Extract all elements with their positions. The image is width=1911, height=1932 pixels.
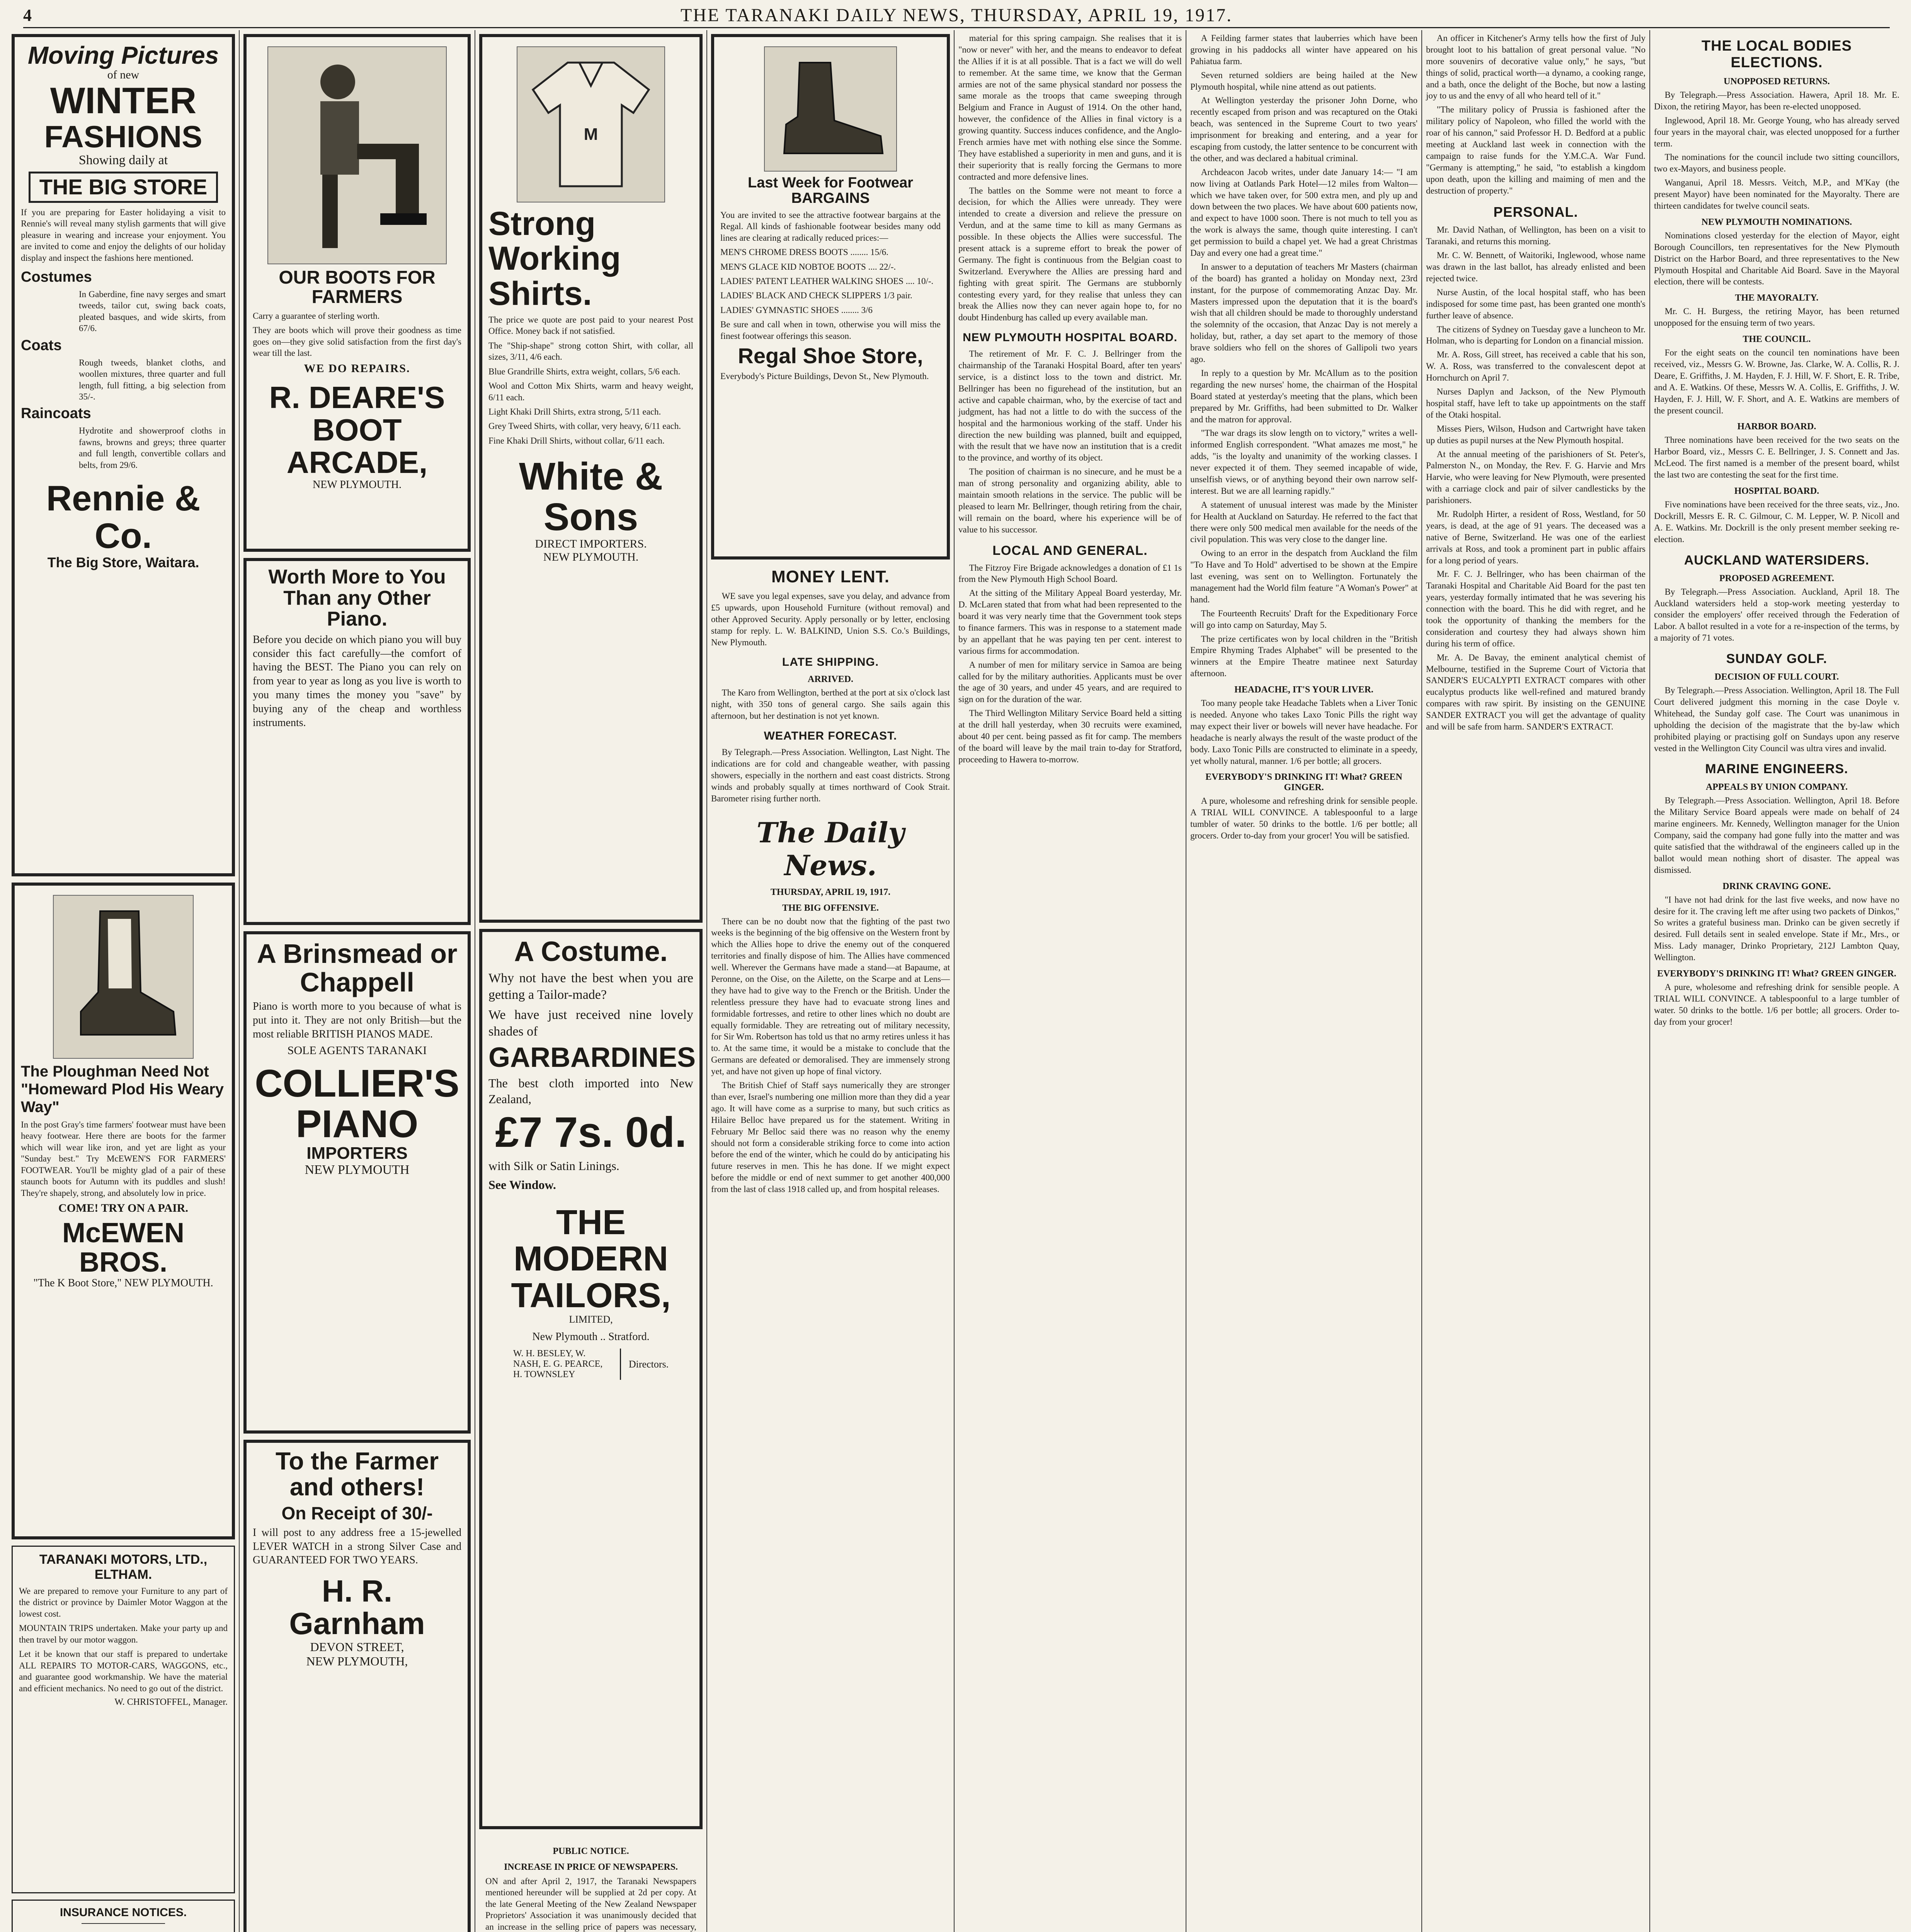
shoe-list-item: LADIES' GYMNASTIC SHOES ........ 3/6 (720, 305, 873, 315)
article-body: The prize certificates won by local children in the "British Empire Rhyming Trades Alphabet" will be presented to the winners at the Empire Theatre matinee next Saturday afternoon. (1190, 634, 1418, 679)
article-body: "I have not had drink for the last five weeks, and now have no desire for it. The craving left me after using two packets of Dinkos," So writes a grateful business man. Drinko can be given secretly if desired. Full details sent in sealed envelope. State if Mr., Mrs., or Miss. Lady manager, Drinko Proprietary, 212J Lambton Quay, Wellington. (1654, 895, 1899, 963)
ad-headline: Worth More to You Than any Other Piano. (268, 566, 446, 631)
article-body: By Telegraph.—Press Association. Auckland, April 18. The Auckland watersiders held a stop-work meeting yesterday to consider the employers' offer received through the Federation of Labor. A ballot resulted in a vote for a re-inspection of the terms, by a majority of 71 votes. (1654, 587, 1899, 643)
shirt-icon (525, 55, 657, 194)
shipping-subheading: ARRIVED. (807, 674, 853, 685)
modern-tailors-advert (479, 929, 703, 1829)
editorial-body: There can be no doubt now that the fighting of the past two weeks is the beginning of the big offensive on the Western front by which the Allies hope to drive the enemy out of the conquered territories and finally dispose of him. The Allies have commenced well. Wherever the Germans have made a stand—at Bapaume, at Peronne, on the Oise, on the Ailette, on the Scarpe and at Lens—they have had to give way to the French or the British. Under the relentless pressure they have had to evacuate strong lines and formidable fortresses, and retire to other lines which no doubt are equally formidable. They are retreating out of military necessity, for Sir Wm. Robertson has told us that no army retires unless it has to. At the same time, it would be a mistake to conclude that the Germans are defeated or demoralised. They are immensely strong yet, and have not given up hope of final victory. (711, 916, 950, 1077)
article-body: Five nominations have been received for the three seats, viz., Jno. Dockrill, Messrs E. R. C. Gilmour, C. M. Lepper, W. P. Nicoll and A. E. Watkins. Mr. Dockrill is the only present member seeking re-election. (1654, 500, 1899, 544)
ad-text: IMPORTERS (306, 1144, 408, 1163)
section-subheading: PROPOSED AGREEMENT. (1719, 573, 1834, 583)
column-6 (1186, 30, 1422, 1932)
brand-name: THE MODERN TAILORS, (511, 1203, 671, 1315)
ad-body: If you are preparing for Easter holidaying a visit to Rennie's will reveal many stylish garments that will give pleasure in wearing and increase your enjoyment. You are invited to come and enjoy the delights of our holiday display and inspect the fashions here mentioned. (21, 207, 226, 263)
ad-body: Before you decide on which piano you will buy consider this fact carefully—the comfort of having the BEST. The Piano you can rely on from year to year as long as you live is worth to you many times the money you "save" by buying any of the cheap and worthless instruments. (253, 633, 461, 729)
article-body: The retirement of Mr. F. C. J. Bellringer from the chairmanship of the Taranaki Hospital Board, after ten years' service, is a distinct loss to the town and district. Mr. Bellringer has been no figurehead of the institution, but an active and capable chairman, who, by the exercise of tact and judgment, has had not a little to do with the success of the hospital and the harmonious working of the staff. Under his direction the new building was planned, built and equipped, with the result that we have now an institution that is a credit to the province, and worthy of its object. (958, 349, 1182, 463)
article-body: Mr. A. De Bavay, the eminent analytical chemist of Melbourne, testified in the Supreme Court of Victoria that SANDER'S EUCALYPTI EXTRACT compares with other eucalyptus products like well-refined and matured brandy compares with raw spirit. By insisting on the GENUINE SANDER EXTRACT you will get the advantage of quality and will be safe from harm. SANDER'S EXTRACT. (1426, 652, 1646, 731)
ad-headline: Strong Working Shirts. (488, 205, 621, 312)
shoe-list-item: MEN'S CHROME DRESS BOOTS ........ 15/6. (720, 247, 888, 257)
ad-headline: Moving Pictures (27, 41, 219, 69)
ad-text: Directors. (628, 1358, 669, 1370)
article-body: Wanganui, April 18. Messrs. Veitch, M.P., and M'Kay (the present Mayor) have been nominated for the Mayoralty. There are thirteen candidates for twelve council seats. (1654, 178, 1899, 211)
local-bodies-heading: THE LOCAL BODIES ELECTIONS. (1702, 38, 1852, 71)
directors-list: W. H. BESLEY, W. NASH, E. G. PEARCE, H. TOWNSLEY (513, 1349, 621, 1380)
section-heading: Raincoats (21, 405, 91, 422)
brand-address: NEW PLYMOUTH. (543, 551, 639, 564)
editorial-body: The British Chief of Staff says numerically they are stronger than ever, Israel's numbering one million more than they did a year ago. It will have come as a surprise to many, but such critics as Hilaire Belloc have prepared us for the statement. Writing in February Mr Belloc said there was no reason why the enemy should not form a considerable striking force to come into action before the end of the winter, which he could do by anticipating his future reserves in men. This he has done. If we might expect before the middle or end of next summer to get another 400,000 from the last of class 1918 called up, and from hospital releases. (711, 1080, 950, 1194)
article-body: The Fourteenth Recruits' Draft for the Expeditionary Force will go into camp on Saturday, May 5. (1190, 608, 1418, 630)
ad-text: SOLE AGENTS TARANAKI (287, 1044, 427, 1057)
article-body: At the sitting of the Military Appeal Board yesterday, Mr. D. McLaren stated that from what had been represented to the board it was very nearly time that the Government took steps to finance farmers. This was in response to a statement made by an appellant that he was paying ten per cent. interest to various firms for accommodation. (958, 588, 1182, 656)
shoe-icon (773, 55, 888, 163)
ad-body: Piano is worth more to you because of what is put into it. They are not only British—but the most reliable BRITISH PIANOS MADE. (253, 1000, 461, 1040)
ad-headline: GARBARDINES (488, 1042, 696, 1073)
shoe-list (720, 247, 941, 316)
svg-text:M: M (584, 125, 598, 144)
ad-body: Rough tweeds, blanket cloths, and woollen mixtures, three quarter and full length, full fitting, a big selection from 35/-. (79, 357, 226, 402)
rennie-advert (12, 34, 235, 876)
notice-body: ON and after April 2, 1917, the Taranaki Newspapers mentioned hereunder will be supplied at 2d per copy. At the late General Meeting of the New Zealand Newspaper Proprietors' Association it was unanimously decided that an increase in the selling price of papers was necessary, (485, 1876, 696, 1932)
article-body: Nurse Austin, of the local hospital staff, who has been indisposed for some time past, has been granted one month's further leave of absence. (1426, 287, 1646, 320)
article-body: material for this spring campaign. She realises that it is "now or never" with her, and the means to endeavor to defeat the Allies if it is at all possible. That is a fact we will do well to remember. At the same time, we know that the German armies are not of the same physical standard nor possess the same morale as the troops that came sweeping through Belgium and France in August of 1914. On the other hand, however, the confidence of the Allies in final victory is a growing quantity. Success induces confidence, and the Anglo-French armies have met with nothing else since the Somme. They have established a superiority in men and guns, and it is their superiority that is really forcing the Germans to more contracted and more defensive lines. (958, 33, 1182, 182)
ad-body: In Gaberdine, fine navy serges and smart tweeds, tailor cut, swing back coats, pleated basques, and wide skirts, from 67/6. (79, 289, 226, 333)
advert-heading: DRINK CRAVING GONE. (1722, 881, 1831, 891)
article-body: Mr. F. C. J. Bellringer, who has been chairman of the Taranaki Hospital and Charitable Aid Board for the past ten years, yesterday formally intimated that he was severing his connection with the board. This he did with regret, and he took the opportunity of thanking the members for the consideration and courtesy they had always shown him during his term of office. (1426, 569, 1646, 648)
money-lent-heading: MONEY LENT. (771, 567, 890, 586)
article-body: "The war drags its slow length on to victory," writes a well-informed English correspondent. "What amazes me most," he adds, "is the loyalty and unanimity of the working classes. I never expected it of them. They seemed incapable of wide, unselfish views, or of anything beyond their own narrow self-interest. But we are all learning rapidly." (1190, 428, 1418, 496)
weather-body: By Telegraph.—Press Association. Wellington, Last Night. The indications are for cold and changeable weather, with passing showers, especially in the northern and east coast districts. Strong winds and probably squally at times northward of Cook Strait. Barometer rising further north. (711, 747, 950, 803)
section-subheading: THE MAYORALTY. (1735, 293, 1819, 303)
shirt-list-item: Light Khaki Drill Shirts, extra strong, 5/11 each. (488, 406, 661, 417)
brand-address: DEVON STREET, (310, 1640, 404, 1654)
page-number: 4 (23, 5, 33, 25)
section-subheading: UNOPPOSED RETURNS. (1724, 77, 1830, 87)
money-lent-body: WE save you legal expenses, save you delay, and advance from £5 upwards, upon Household Furniture (without removal) and other Approved Security. Apply personally or by letter, enclosing stamp for reply. L. W. BALKIND, Union S.S. Co.'s Buildings, New Plymouth. (711, 591, 950, 647)
article-body: A statement of unusual interest was made by the Minister for Health at Auckland on Saturday. He referred to the fact that there were only 500 medical men available for the needs of the civil population. This was very close to the danger line. (1190, 500, 1418, 544)
section-heading: Costumes (21, 269, 92, 285)
regal-shoe-advert (711, 34, 950, 560)
advert-heading: EVERYBODY'S DRINKING IT! What? GREEN GINGER. (1205, 772, 1402, 793)
brand-name: R. DEARE'S BOOT ARCADE, (269, 380, 445, 480)
ad-body: Be sure and call when in town, otherwise you will miss the finest footwear offerings this season. (720, 320, 941, 341)
farmer-icon (280, 55, 434, 256)
brand-address: NEW PLYMOUTH (305, 1162, 410, 1177)
shirt-list (488, 340, 693, 447)
editorial-heading: THE BIG OFFENSIVE. (782, 903, 879, 913)
article-body: The citizens of Sydney on Tuesday gave a luncheon to Mr. Holman, who is departing for London on a financial mission. (1426, 324, 1646, 346)
article-body: By Telegraph.—Press Association. Wellington, April 18. Before the Military Service Board appeals were made on behalf of 24 marine engineers. Mr. Kennedy, Wellington manager for the Union Company, said the company had gone fully into the matter and was quite satisfied that the withdrawal of the engineers called up in the ballot would mean nothing short of disaster. The appeal was dismissed. (1654, 796, 1899, 875)
ad-text: of new (107, 68, 140, 82)
section-subheading: HOSPITAL BOARD. (1734, 486, 1819, 497)
shirt-list-item: The "Ship-shape" strong cotton Shirt, with collar, all sizes, 3/11, 4/6 each. (488, 340, 693, 362)
garnham-advert (243, 1440, 471, 1932)
weather-heading: WEATHER FORECAST. (764, 730, 897, 743)
article-body: At Wellington yesterday the prisoner John Dorne, who recently escaped from prison and was recaptured on the Otaki beach, was sentenced in the Supreme Court to two years' imprisonment for breaking and entering, and a year for escaping from custody, the latter sentence to be concurrent with the other, and was declared a habitual criminal. (1190, 95, 1418, 163)
brand-address: "The K Boot Store," NEW PLYMOUTH. (33, 1277, 213, 1289)
mcewen-advert (12, 883, 235, 1539)
article-body: In answer to a deputation of teachers Mr Masters (chairman of the board) has granted a holiday on Monday next, 23rd instant, for the purpose of commemorating Anzac Day. Mr. Masters impressed upon the deputation that it is the board's wish that all children should be made to thoroughly understand the solemnity of the occasion, that Anzac Day is not merely a holiday, but, rather, a day set apart to the memory of those brave soldiers who fell on the shores of Gallipoli two years ago. (1190, 262, 1418, 364)
article-body: Seven returned soldiers are being hailed at the New Plymouth hospital, while nine attend as out patients. (1190, 70, 1418, 92)
section-subheading: NEW PLYMOUTH NOMINATIONS. (1701, 217, 1852, 227)
shirt-illustration (517, 46, 665, 202)
ad-body: I will post to any address free a 15-jewelled LEVER WATCH in a strong Silver Case and GUARANTEED FOR TWO YEARS. (253, 1526, 461, 1566)
notice-heading: PUBLIC NOTICE. (553, 1846, 629, 1856)
ad-body: Why not have the best when you are getting a Tailor-made? (488, 971, 693, 1002)
personal-heading: PERSONAL. (1493, 204, 1578, 220)
ad-body: with Silk or Satin Linings. (488, 1158, 619, 1173)
ad-body: They are boots which will prove their goodness as time goes on—they give solid satisfaction from the first day's wear till the last. (253, 325, 461, 358)
ad-headline: Last Week for Footwear BARGAINS (748, 175, 913, 206)
brand-name: White & Sons (519, 455, 663, 539)
article-body: For the eight seats on the council ten nominations have been received, viz., Messrs G. W. Browne, Jas. Clarke, W. A. Collis, R. J. Deare, E. Griffiths, J. M. Hayden, F. J. Hill, W. F. Short, E. R. Tribe, and A. E. Watkins. Of these, Messrs W. A. Collis, E. Griffiths, J. W. Hayden, F. J. Hill, W. F. Short, and A. E. Watkins are members of the present council. (1654, 348, 1899, 415)
brand-address: NEW PLYMOUTH. (312, 478, 402, 491)
article-body: An officer in Kitchener's Army tells how the first of July brought loot to his battalion of great personal value. "No more souvenirs of decorative value only," he says, "but things of solid, practical worth—a dynamo, a cooking range, and a bath, once the delight of the Boche, but now a lasting joy to us and the envy of all who heard tell of it." (1426, 33, 1646, 101)
column-1 (8, 30, 240, 1932)
article-body: The nominations for the council include two sitting councillors, two ex-Mayors, and business people. (1654, 152, 1899, 174)
call-to-action: COME! TRY ON A PAIR. (58, 1202, 188, 1215)
ad-text: LIMITED, (569, 1314, 613, 1325)
ad-text: WE DO REPAIRS. (304, 362, 410, 375)
brand-address: Everybody's Picture Buildings, Devon St., New Plymouth. (720, 371, 929, 381)
ad-body: The best cloth imported into New Zealand, (488, 1076, 693, 1106)
ad-headline: The Ploughman Need Not "Homeward Plod His Weary Way" (21, 1063, 224, 1116)
public-notice (479, 1835, 703, 1932)
shirt-list-item: Grey Tweed Shirts, with collar, very heavy, 6/11 each. (488, 421, 681, 431)
ad-headline: On Receipt of 30/- (281, 1503, 433, 1524)
shoe-illustration (764, 46, 897, 172)
column-8 (1650, 30, 1903, 1932)
article-body: A pure, wholesome and refreshing drink for sensible people. A TRIAL WILL CONVINCE. A tablespoonful to a large tumbler of water. 50 drinks to the bottle. 1/6 per bottle; all grocers. Order to-day from your grocer! (1654, 982, 1899, 1027)
ad-headline: TARANAKI MOTORS, LTD., ELTHAM. (39, 1552, 208, 1582)
advert-heading: EVERYBODY'S DRINKING IT! What? GREEN GINGER. (1657, 968, 1896, 979)
editorial-date: THURSDAY, APRIL 19, 1917. (770, 887, 891, 897)
column-7 (1422, 30, 1650, 1932)
article-body: A Feilding farmer states that lauberries which have been growing in his paddocks all winter have appeared on his Pahiatua farm. (1190, 33, 1418, 66)
man-with-boot-illustration (267, 46, 447, 264)
brand-name: McEWEN BROS. (62, 1218, 185, 1278)
column-5 (955, 30, 1186, 1932)
ad-signature: W. CHRISTOFFEL, Manager. (114, 1697, 228, 1707)
newspaper-flag: The Daily News. (756, 816, 905, 882)
boot-icon (65, 903, 181, 1050)
ad-body: Carry a guarantee of sterling worth. (253, 311, 380, 321)
column-2 (240, 30, 475, 1932)
article-body: Three nominations have been received for the two seats on the Harbor Board, viz., Messrs C. E. Bellringer, J. S. Connett and Jas. McLeod. The first named is a member of the present board, whilst the last two are contesting the seat for the first time. (1654, 435, 1899, 480)
article-body: The battles on the Somme were not meant to force a decision, for which the Allies were unready. They were intended to create a diversion and relieve the pressure on Verdun, and at the same time to kill as many Germans as possible. In these objects the Allies were successful. The present attack is a supreme effort to break the power of Germany. The fight is continuous from the Belgian coast to Switzerland. Everywhere the Allies are pressing hard and fighting with great spirit. The Germans are stubbornly contesting every yard, for they realise that unless they can break the Allies now they can never again hope to, for no doubt Hindenburg has called up every available man. (958, 185, 1182, 323)
article-body: Mr. C. W. Bennett, of Waitoriki, Inglewood, whose name was drawn in the last ballot, has already enlisted and been rejected twice. (1426, 250, 1646, 284)
shoe-list-item: MEN'S GLACE KID NOBTOE BOOTS .... 22/-. (720, 262, 896, 272)
column-4 (707, 30, 955, 1932)
ad-body: See Window. (488, 1177, 556, 1192)
article-body: The position of chairman is no sinecure, and he must be a man of strong personality and organizing ability, able to maintain smooth relations in the service. The public will be pleased to learn Mr. Bellringer, though retiring from the chair, will remain on the board, where his experience will be of value to his successor. (958, 467, 1182, 534)
article-body: By Telegraph.—Press Association. Wellington, April 18. The Full Court delivered judgment this morning in the case Doyle v. Whitehead, the Sunday golf case. The Court was unanimous in upholding the decision of the magistrate that the by-law which prohibited playing or practising golf on Sundays upon any reserve vested in the Wellington City Council was ultra vires and invalid. (1654, 685, 1899, 753)
column-3 (475, 30, 707, 1932)
ad-headline: To the Farmer and others! (276, 1447, 439, 1501)
masthead (23, 3, 1890, 28)
section-heading: INSURANCE NOTICES. (60, 1906, 187, 1919)
ad-body: In the post Gray's time farmers' footwear must have been heavy footwear. Here there are boots for the farmer which will wear like iron, and yet are light as your "Sunday best." Try McEWEN'S FOR FARMERS' FOOTWEAR. You'll be mighty glad of a pair of these staunch boots for Autumn with its puddles and slush! They're shapely, strong, and absolutely low in price. (21, 1120, 226, 1198)
article-body: Inglewood, April 18. Mr. George Young, who has already served four years in the mayoral chair, was elected unopposed for a further term. (1654, 115, 1899, 148)
article-body: In reply to a question by Mr. McAllum as to the position regarding the new nurses' home, the chairman of the Hospital Board stated at yesterday's meeting that the plans, which been prepared by Mr. Griffiths, had been submitted to Dr. Walker and the matron for approval. (1190, 368, 1418, 424)
brand-name: Rennie & Co. (46, 479, 201, 556)
ad-body: You are invited to see the attractive footwear bargains at the Regal. All kinds of fashionable footwear besides many odd lines are clearing at radically reduced prices:— (720, 210, 941, 243)
ad-text: Showing daily at (78, 153, 168, 167)
ad-body: We are prepared to remove your Furniture to any part of the district or province by Daimler Motor Waggon at the lowest cost. (19, 1586, 228, 1619)
page-title: THE TARANAKI DAILY NEWS, THURSDAY, APRIL 19, 1917. (680, 5, 1233, 26)
brand-address: NEW PLYMOUTH, (306, 1654, 408, 1668)
article-body: Owing to an error in the despatch from Auckland the film "To Have and To Hold" advertised to be shown at the Empire last evening, was sent on to Wellington. Fortunately the management had the World film feature "A Woman's Power" at hand. (1190, 548, 1418, 604)
article-body: Mr. David Nathan, of Wellington, has been on a visit to Taranaki, and returns this morning. (1426, 225, 1646, 247)
article-body: The Fitzroy Fire Brigade acknowledges a donation of £1 1s from the New Plymouth High School Board. (958, 563, 1182, 584)
brand-address: The Big Store, Waitara. (47, 554, 199, 571)
article-body: Archdeacon Jacob writes, under date January 14:— "I am now living at Oatlands Park Hotel—12 miles from Walton—which we have taken over, for 500 extra men, and ply up and down between the two places. We have about 600 patients now, and expect to have 1000 soon. There is not much to tell you as the work is always the same, though quite interesting. I can't get permission to build a chapel yet. We had a great Christmas Day and every one had a great time." (1190, 167, 1418, 258)
shirt-list-item: Blue Grandrille Shirts, extra weight, collars, 5/6 each. (488, 366, 681, 376)
boot-illustration (53, 895, 194, 1059)
article-body: The Third Wellington Military Service Board held a sitting at the drill hall yesterday, when 30 recruits were examined, about 40 per cent. being passed as fit for camp. The members of the board will leave by the mail train to-day for Stratford, proceeding to Hawera to-morrow. (958, 708, 1182, 764)
article-body: A number of men for military service in Samoa are being called for by the military authorities. Applicants must be over the age of 30 years, and under 45 years, and are required to sign on for the duration of the war. (958, 660, 1182, 704)
collier-piano-advert (243, 931, 471, 1434)
ad-body: The price we quote are post paid to your nearest Post Office. Money back if not satisfied. (488, 315, 693, 336)
article-body: Mr. A. Ross, Gill street, has received a cable that his son, W. A. Ross, was transferred to the convalescent depot at Hornchurch on April 7. (1426, 350, 1646, 383)
shoe-list-item: LADIES' PATENT LEATHER WALKING SHOES .... 10/-. (720, 276, 934, 286)
shoe-list-item: LADIES' BLACK AND CHECK SLIPPERS 1/3 pair. (720, 291, 912, 301)
ad-body: Hydrotite and showerproof cloths in fawns, browns and greys; three quarter and full length, convertible collars and belts, from 29/6. (79, 426, 226, 470)
hospital-board-heading: NEW PLYMOUTH HOSPITAL BOARD. (963, 331, 1178, 344)
shipping-body: The Karo from Wellington, berthed at the port at six o'clock last night, with 350 tons of general cargo. She sails again this afternoon, but her destination is not yet known. (711, 688, 950, 721)
ad-headline: A Brinsmead or Chappell (257, 939, 458, 997)
section-subheading: DECISION OF FULL COURT. (1714, 672, 1839, 682)
ad-headline: WINTER (50, 80, 197, 122)
section-subheading: THE COUNCIL. (1743, 334, 1811, 345)
ad-headline: A Costume. (514, 936, 668, 967)
auckland-watersiders-heading: AUCKLAND WATERSIDERS. (1684, 553, 1870, 568)
article-body: Nurses Daplyn and Jackson, of the New Plymouth hospital staff, have left to take up appointments on the staff of the Otaki hospital. (1426, 387, 1646, 420)
section-heading: Coats (21, 337, 62, 354)
worth-more-piano-advert (243, 558, 471, 925)
section-subheading: APPEALS BY UNION COMPANY. (1705, 782, 1848, 793)
article-body: Mr. Rudolph Hirter, a resident of Ross, Westland, for 50 years, is dead, at the age of 91 years. The deceased was a native of Berne, Switzerland. He was one of the earliest arrivals at Ross, and took a prominent part in public affairs for a long period of years. (1426, 509, 1646, 565)
notice-subheading: INCREASE IN PRICE OF NEWSPAPERS. (504, 1862, 678, 1872)
ad-body: Let it be known that our staff is prepared to undertake ALL REPAIRS TO MOTOR-CARS, WAGGONS, etc., and guarantee good workmanship. We have the material and efficient mechanics. No need to go out of the district. (19, 1649, 228, 1693)
deare-advert (243, 34, 471, 552)
insurance-notices (12, 1900, 235, 1932)
motors-advert (12, 1546, 235, 1893)
article-body: Misses Piers, Wilson, Hudson and Cartwright have taken up duties as pupil nurses at the New Plymouth hospital. (1426, 423, 1646, 445)
ad-body: We have just received nine lovely shades of (488, 1007, 693, 1039)
article-body: Too many people take Headache Tablets when a Liver Tonic is needed. Anyone who takes Laxo Tonic Pills the right way may expect their liver or bowels will never have headache. For headache is nearly always the result of the waste product of the body. Laxo Tonic Pills are constructed to eliminate in a speedy, yet wholly natural, manner. 1/6 per bottle; all grocers. (1190, 698, 1418, 766)
shirt-list-item: Wool and Cotton Mix Shirts, warm and heavy weight, 6/11 each. (488, 381, 693, 402)
ad-body: MOUNTAIN TRIPS undertaken. Make your party up and then travel by our motor waggon. (19, 1623, 228, 1645)
sunday-golf-heading: SUNDAY GOLF. (1726, 651, 1828, 667)
section-subheading: HARBOR BOARD. (1737, 422, 1816, 432)
price: £7 7s. 0d. (495, 1109, 687, 1156)
article-body: Mr. C. H. Burgess, the retiring Mayor, has been returned unopposed for the ensuing term of two years. (1654, 306, 1899, 328)
article-body: By Telegraph.—Press Association. Hawera, April 18. Mr. E. Dixon, the retiring Mayor, has been re-elected unopposed. (1654, 90, 1899, 111)
brand-name: Regal Shoe Store, (738, 344, 923, 368)
brand-name: H. R. Garnham (289, 1574, 425, 1641)
brand-address: New Plymouth .. Stratford. (532, 1331, 650, 1343)
ad-headline: OUR BOOTS FOR FARMERS (279, 267, 436, 308)
brand-name: COLLIER'S PIANO (255, 1062, 459, 1146)
local-and-general-heading: LOCAL AND GENERAL. (992, 543, 1148, 558)
shirt-list-item: Fine Khaki Drill Shirts, without collar, 6/11 each. (488, 435, 665, 446)
ad-headline: FASHIONS (44, 119, 203, 154)
marine-engineers-heading: MARINE ENGINEERS. (1705, 762, 1848, 777)
advert-heading: HEADACHE, IT'S YOUR LIVER. (1234, 685, 1373, 695)
shipping-heading: LATE SHIPPING. (782, 656, 879, 669)
article-body: At the annual meeting of the parishioners of St. Peter's, Palmerston N., on Monday, the Rev. F. G. Harvie and Mrs Harvie, who were leaving for New Plymouth, were presented with a carriage clock and pair of silver candlesticks by the parishioners. (1426, 449, 1646, 505)
white-sons-advert (479, 34, 703, 923)
article-body: A pure, wholesome and refreshing drink for sensible people. A TRIAL WILL CONVINCE. A tablespoonful to a large tumbler of water. 50 drinks to the bottle. 1/6 per bottle; all grocers. Order to-day from your grocer! You will be satisfied. (1190, 796, 1418, 841)
brand-address: DIRECT IMPORTERS. (535, 537, 647, 551)
article-body: Nominations closed yesterday for the election of Mayor, eight Borough Councillors, ten representatives for the New Plymouth District on the Harbor Board, and three representatives to the New Plymouth Hospital and Charitable Aid Board. Save in the Mayoral election, there will be contests. (1654, 230, 1899, 287)
store-name-banner: THE BIG STORE (29, 172, 218, 203)
article-body: "The military policy of Prussia is fashioned after the military policy of Napoleon, who filled the world with the roar of his cannon," said Professor H. D. Bedford at a public meeting at Auckland last week in connection with the campaign to raise funds for the Y.M.C.A. War Fund. "Germany is attempting," he said, "to establish a kingdom upon death, upon the killing and maiming of men and the destruction of property." (1426, 105, 1646, 196)
